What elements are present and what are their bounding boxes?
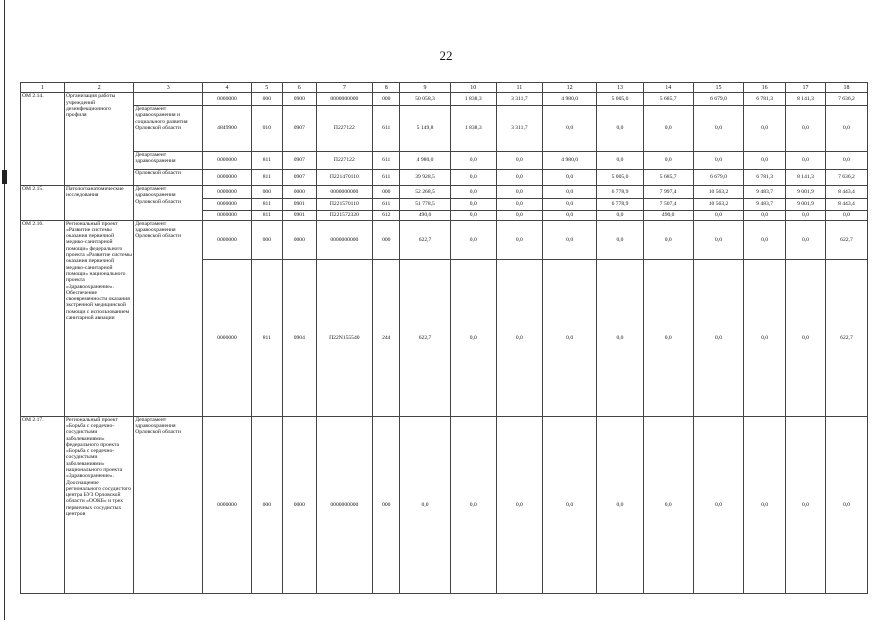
binding-line	[4, 0, 5, 620]
value-cell: 3 311,7	[496, 105, 542, 151]
value-cell: 0,0	[825, 211, 867, 220]
value-cell: 0,0	[450, 220, 496, 260]
code-cell: 000	[251, 93, 282, 106]
measure-name: Региональный проект «Борьба с сердечно-сосудистыми заболеваниями» федерального проекта «Борьба с сердечно-сосудистыми заболеваниями» национального проекта «Здравоохранение». Дооснащение регионального сосудистого центра БУЗ Орловской области «ООКБ» и трех первичных сосудистых центров	[65, 416, 134, 593]
value-cell: 622,7	[825, 260, 867, 416]
value-cell: 0,0	[693, 416, 743, 593]
responsible-department: Департамент здравоохранения	[134, 151, 203, 169]
column-header-6: 6	[283, 83, 317, 93]
value-cell: 5 149,8	[400, 105, 450, 151]
value-cell: 39 928,5	[400, 169, 450, 186]
code-cell: 0907	[283, 151, 317, 169]
table-row	[21, 186, 868, 199]
value-cell: 490,0	[643, 211, 693, 220]
responsible-department: Департамент здравоохранения Орловской области	[134, 186, 203, 220]
value-cell: 0,0	[693, 105, 743, 151]
measure-name: Патологоанатомические исследования	[65, 186, 134, 220]
code-cell: П22N155540	[316, 260, 373, 416]
code-cell: П221470110	[316, 169, 373, 186]
value-cell: 0,0	[744, 220, 786, 260]
column-header-10: 10	[450, 83, 496, 93]
column-header-1: 1	[21, 83, 65, 93]
code-cell: 0000000000	[316, 416, 373, 593]
value-cell: 3 311,7	[496, 93, 542, 106]
code-cell: 611	[373, 151, 400, 169]
value-cell: 4 980,0	[400, 151, 450, 169]
value-cell: 0,0	[542, 211, 597, 220]
value-cell: 8 141,3	[786, 93, 826, 106]
code-cell: 611	[373, 169, 400, 186]
code-cell: 000	[251, 186, 282, 199]
code-cell: 0000000000	[316, 220, 373, 260]
value-cell: 0,0	[496, 186, 542, 199]
code-cell: 010	[251, 105, 282, 151]
value-cell: 0,0	[786, 151, 826, 169]
value-cell: 8 443,4	[825, 186, 867, 199]
value-cell: 0,0	[643, 151, 693, 169]
value-cell: 0,0	[542, 220, 597, 260]
measure-code: ОМ 2.16.	[21, 220, 65, 416]
code-cell: 0901	[283, 198, 317, 211]
value-cell: 8 443,4	[825, 198, 867, 211]
binding-mark	[2, 170, 7, 184]
code-cell: 000	[373, 220, 400, 260]
value-cell: 0,0	[786, 211, 826, 220]
value-cell: 7 997,4	[643, 186, 693, 199]
value-cell: 6 781,3	[744, 93, 786, 106]
value-cell: 0,0	[542, 260, 597, 416]
measure-code: ОМ 2.14.	[21, 93, 65, 186]
value-cell: 0,0	[597, 211, 643, 220]
value-cell: 0,0	[597, 105, 643, 151]
column-header-9: 9	[400, 83, 450, 93]
measure-name: Региональный проект «Развитие системы оказания первичной медико-санитарной помощи» федерального проекта «Развитие системы оказания первичной медико-санитарной помощи» национального проекта «Здравоохранение». Обеспечение своевременности оказания экстренной медицинской помощи с использованием санитарной авиации	[65, 220, 134, 416]
value-cell: 0,0	[597, 151, 643, 169]
value-cell: 0,0	[693, 211, 743, 220]
value-cell: 0,0	[496, 220, 542, 260]
value-cell: 0,0	[744, 211, 786, 220]
code-cell: 0000000	[203, 169, 251, 186]
value-cell: 0,0	[744, 260, 786, 416]
value-cell: 0,0	[496, 198, 542, 211]
value-cell: 0,0	[643, 105, 693, 151]
column-header-8: 8	[373, 83, 400, 93]
value-cell: 52 268,5	[400, 186, 450, 199]
value-cell: 6 679,0	[693, 169, 743, 186]
value-cell: 0,0	[542, 105, 597, 151]
column-header-15: 15	[693, 83, 743, 93]
value-cell: 51 778,5	[400, 198, 450, 211]
value-cell: 622,7	[400, 260, 450, 416]
value-cell: 0,0	[744, 105, 786, 151]
value-cell: 490,0	[400, 211, 450, 220]
value-cell: 9 001,9	[786, 198, 826, 211]
column-header-2: 2	[65, 83, 134, 93]
measure-code: ОМ 2.15.	[21, 186, 65, 220]
value-cell: 0,0	[400, 416, 450, 593]
value-cell: 0,0	[597, 416, 643, 593]
value-cell: 0,0	[542, 169, 597, 186]
value-cell: 0,0	[693, 220, 743, 260]
value-cell: 9 483,7	[744, 186, 786, 199]
code-cell: П227122	[316, 151, 373, 169]
value-cell: 0,0	[744, 416, 786, 593]
value-cell: 9 001,9	[786, 186, 826, 199]
code-cell: 0000	[283, 186, 317, 199]
header-row	[21, 83, 868, 93]
code-cell: 612	[373, 211, 400, 220]
code-cell: 0000000000	[316, 93, 373, 106]
code-cell: 0000000	[203, 220, 251, 260]
code-cell: 0000000	[203, 198, 251, 211]
value-cell: 0,0	[542, 186, 597, 199]
value-cell: 7 636,2	[825, 93, 867, 106]
code-cell: 0000000	[203, 211, 251, 220]
value-cell: 6 778,9	[597, 186, 643, 199]
value-cell: 0,0	[496, 151, 542, 169]
value-cell: 6 679,0	[693, 93, 743, 106]
column-header-4: 4	[203, 83, 251, 93]
column-header-16: 16	[744, 83, 786, 93]
responsible-department	[134, 93, 203, 106]
measure-code: ОМ 2.17.	[21, 416, 65, 593]
code-cell: 0907	[283, 169, 317, 186]
value-cell: 0,0	[450, 260, 496, 416]
value-cell: 0,0	[825, 105, 867, 151]
value-cell: 0,0	[496, 260, 542, 416]
code-cell: 4849900	[203, 105, 251, 151]
code-cell: 0000000	[203, 93, 251, 106]
column-header-12: 12	[542, 83, 597, 93]
measure-name: Организация работы учреждений дезинфекционного профиля	[65, 93, 134, 186]
value-cell: 5 685,7	[643, 169, 693, 186]
table-row	[21, 105, 868, 151]
value-cell: 0,0	[450, 211, 496, 220]
code-cell: 000	[373, 416, 400, 593]
responsible-department: Департамент здравоохранения и социального развития Орловской области	[134, 105, 203, 151]
value-cell: 4 980,0	[542, 151, 597, 169]
value-cell: 0,0	[597, 220, 643, 260]
value-cell: 0,0	[693, 151, 743, 169]
value-cell: 0,0	[496, 416, 542, 593]
code-cell: 000	[251, 416, 282, 593]
code-cell: 811	[251, 198, 282, 211]
code-cell: П227122	[316, 105, 373, 151]
code-cell: 0000	[283, 220, 317, 260]
value-cell: 0,0	[496, 211, 542, 220]
value-cell: 0,0	[744, 151, 786, 169]
page-number: 22	[439, 48, 453, 63]
column-header-3: 3	[134, 83, 203, 93]
table-row	[21, 151, 868, 169]
value-cell: 0,0	[496, 169, 542, 186]
value-cell: 0,0	[450, 151, 496, 169]
code-cell: 244	[373, 260, 400, 416]
value-cell: 5 005,0	[597, 169, 643, 186]
value-cell: 0,0	[450, 169, 496, 186]
code-cell: 811	[251, 260, 282, 416]
value-cell: 9 483,7	[744, 198, 786, 211]
value-cell: 622,7	[400, 220, 450, 260]
budget-table	[20, 82, 868, 594]
value-cell: 6 778,9	[597, 198, 643, 211]
table-row	[21, 220, 868, 260]
code-cell: 0901	[283, 211, 317, 220]
value-cell: 8 141,3	[786, 169, 826, 186]
code-cell: 811	[251, 211, 282, 220]
code-cell: 0000000	[203, 151, 251, 169]
value-cell: 0,0	[450, 416, 496, 593]
code-cell: П221572320	[316, 211, 373, 220]
code-cell: П221570110	[316, 198, 373, 211]
value-cell: 0,0	[450, 186, 496, 199]
code-cell: 000	[251, 220, 282, 260]
code-cell: 000	[373, 186, 400, 199]
code-cell: 000	[373, 93, 400, 106]
column-header-11: 11	[496, 83, 542, 93]
responsible-department: Департамент здравоохранения Орловской области	[134, 416, 203, 593]
value-cell: 0,0	[643, 220, 693, 260]
column-header-18: 18	[825, 83, 867, 93]
responsible-department: Департамент здравоохранения Орловской области	[134, 220, 203, 416]
code-cell: 0900	[283, 93, 317, 106]
value-cell: 4 980,0	[542, 93, 597, 106]
table-row	[21, 416, 868, 593]
value-cell: 0,0	[825, 416, 867, 593]
code-cell: 611	[373, 105, 400, 151]
table-row	[21, 169, 868, 186]
value-cell: 10 563,2	[693, 198, 743, 211]
value-cell: 7 636,2	[825, 169, 867, 186]
value-cell: 5 685,7	[643, 93, 693, 106]
code-cell: 0904	[283, 260, 317, 416]
column-header-5: 5	[251, 83, 282, 93]
value-cell: 0,0	[786, 416, 826, 593]
value-cell: 0,0	[450, 198, 496, 211]
value-cell: 0,0	[643, 416, 693, 593]
value-cell: 622,7	[825, 220, 867, 260]
column-header-7: 7	[316, 83, 373, 93]
value-cell: 0,0	[825, 151, 867, 169]
value-cell: 0,0	[786, 260, 826, 416]
value-cell: 5 005,0	[597, 93, 643, 106]
code-cell: 0000000	[203, 260, 251, 416]
column-header-14: 14	[643, 83, 693, 93]
code-cell: 0000000	[203, 416, 251, 593]
code-cell: 0000000000	[316, 186, 373, 199]
value-cell: 0,0	[786, 220, 826, 260]
code-cell: 0000000	[203, 186, 251, 199]
value-cell: 1 838,3	[450, 105, 496, 151]
column-header-13: 13	[597, 83, 643, 93]
value-cell: 0,0	[542, 416, 597, 593]
value-cell: 1 838,3	[450, 93, 496, 106]
code-cell: 811	[251, 151, 282, 169]
value-cell: 0,0	[786, 105, 826, 151]
code-cell: 811	[251, 169, 282, 186]
code-cell: 0000	[283, 416, 317, 593]
table-row	[21, 93, 868, 106]
value-cell: 0,0	[693, 260, 743, 416]
responsible-department: Орловской области	[134, 169, 203, 186]
value-cell: 10 563,2	[693, 186, 743, 199]
value-cell: 0,0	[542, 198, 597, 211]
value-cell: 50 058,3	[400, 93, 450, 106]
value-cell: 6 781,3	[744, 169, 786, 186]
value-cell: 0,0	[643, 260, 693, 416]
code-cell: 611	[373, 198, 400, 211]
value-cell: 7 507,4	[643, 198, 693, 211]
value-cell: 0,0	[597, 260, 643, 416]
column-header-17: 17	[786, 83, 826, 93]
code-cell: 0907	[283, 105, 317, 151]
